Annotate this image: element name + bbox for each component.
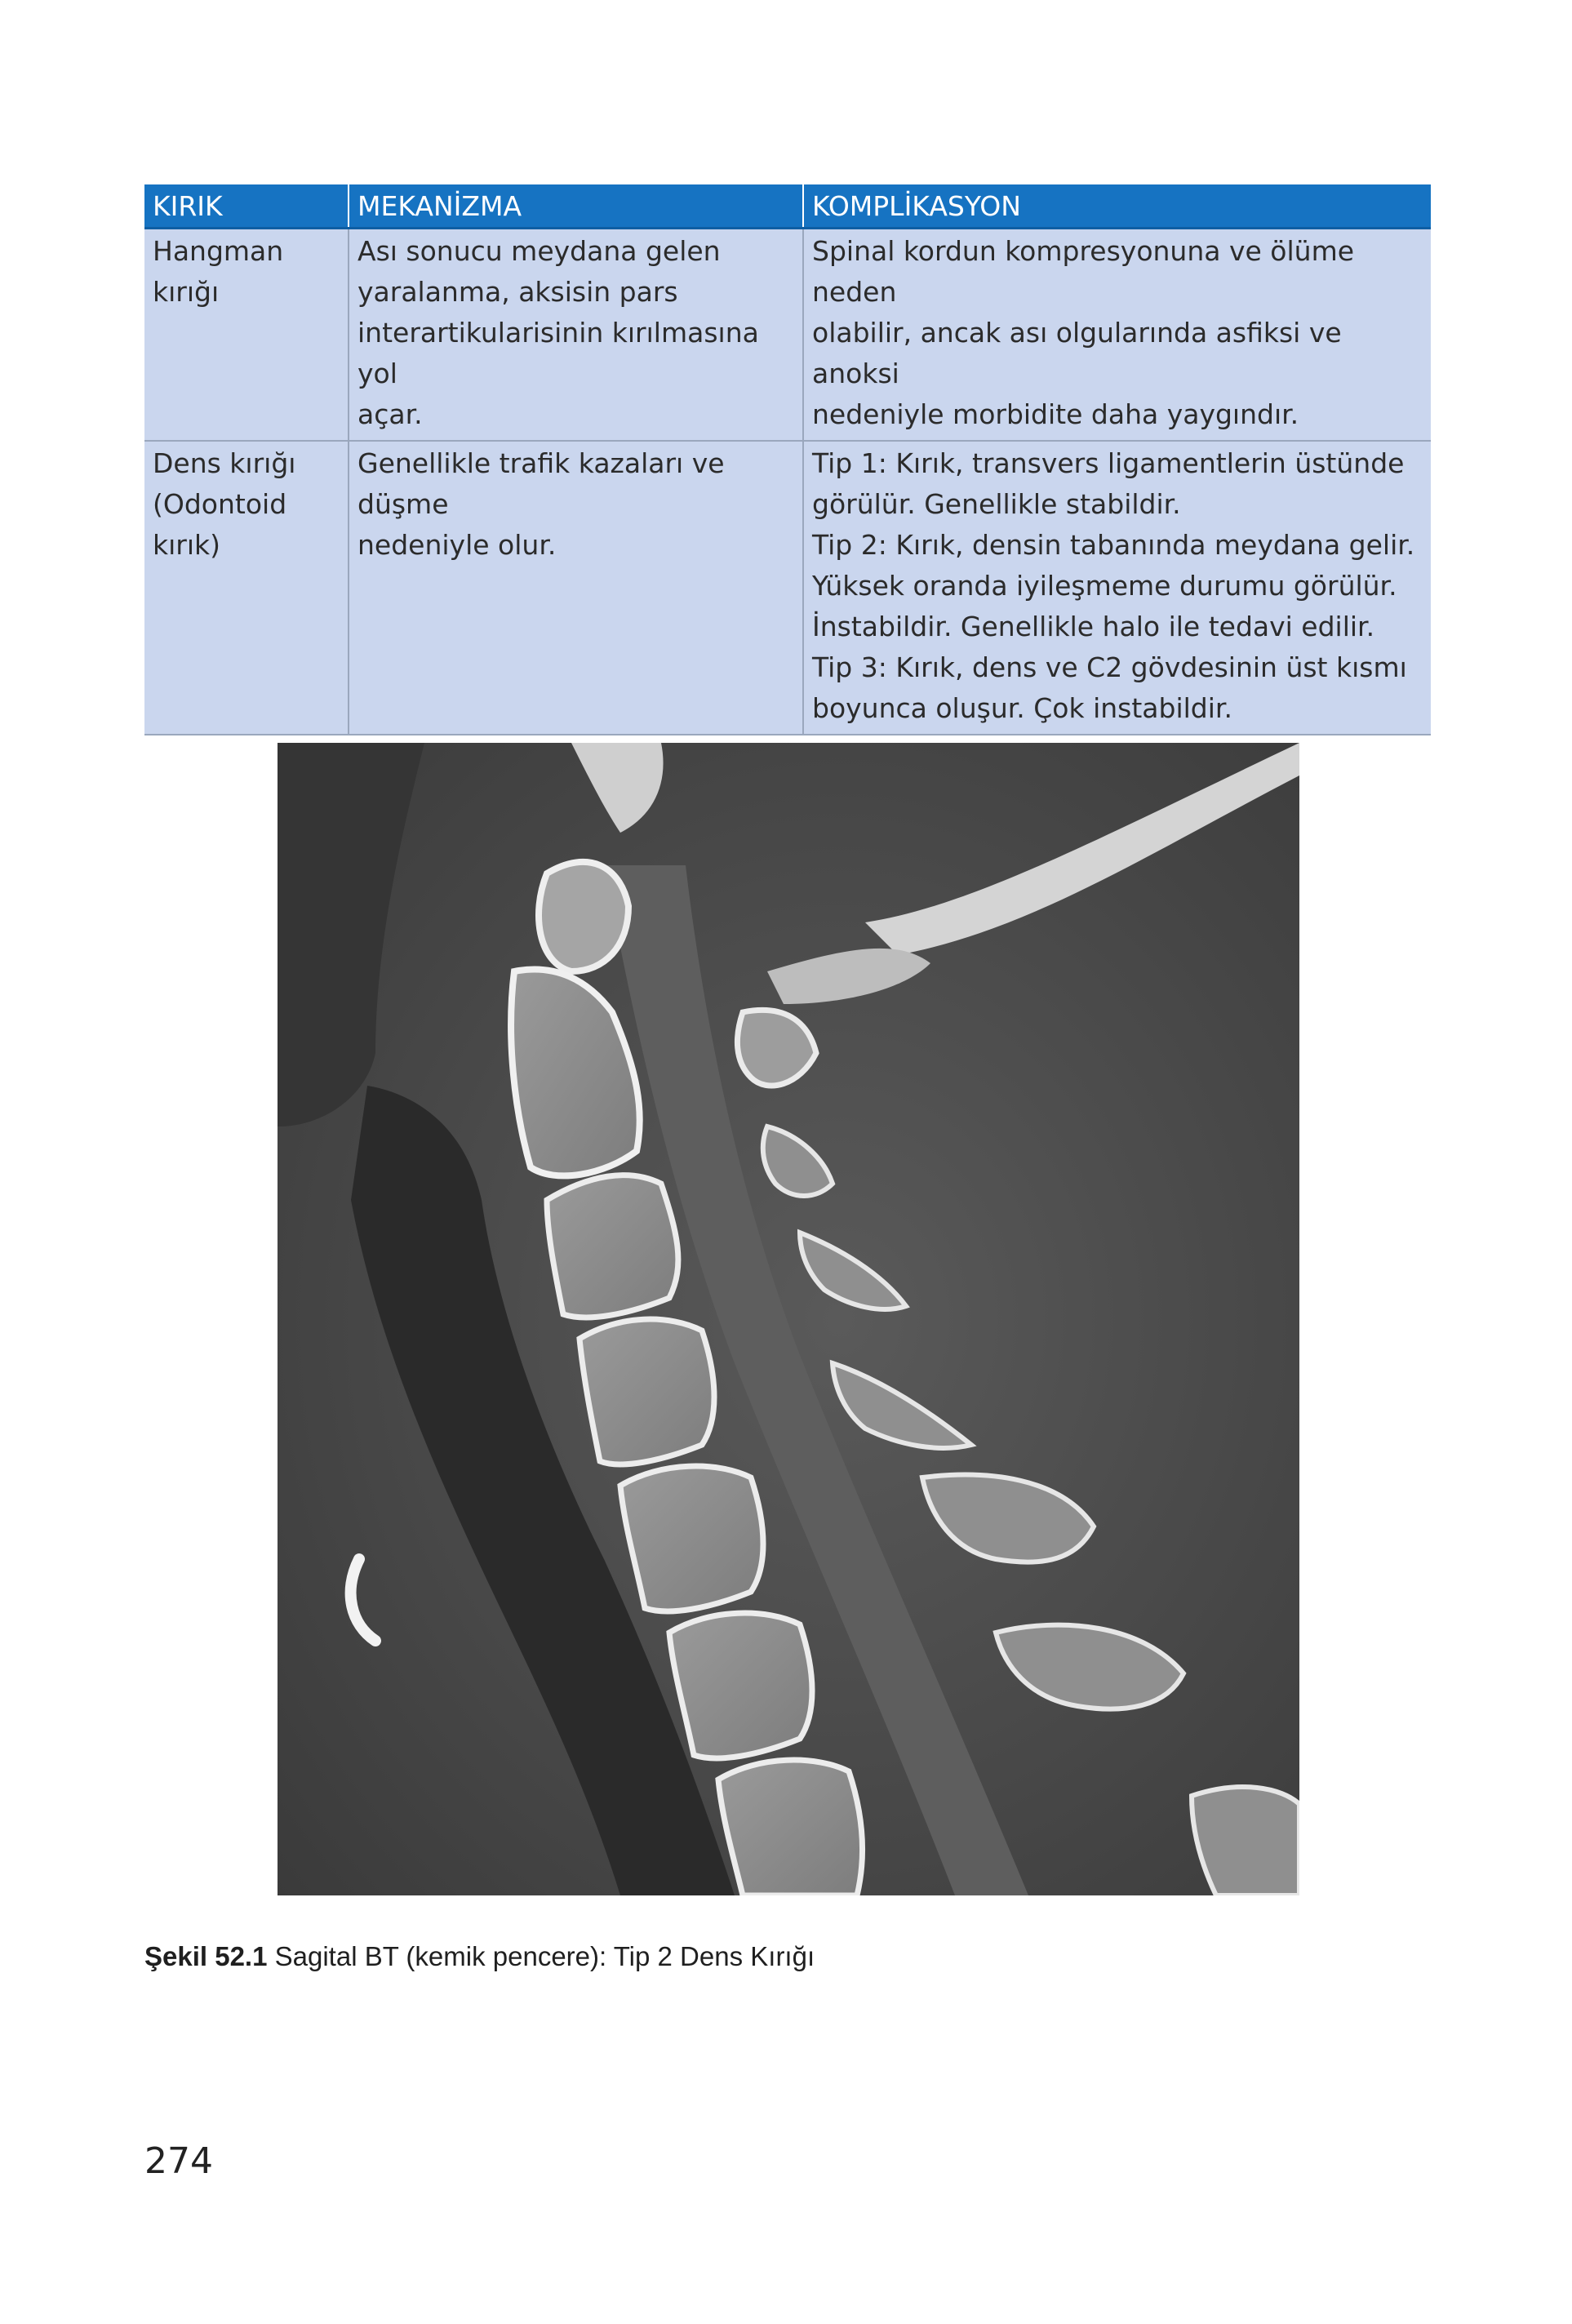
table-row (144, 229, 1431, 442)
cell-mechanism-hangman (349, 229, 803, 442)
cell-fracture-dens (144, 441, 349, 735)
cell-line: olabilir, ancak ası olgularında asfiksi ve anoksi (812, 317, 1351, 389)
figure-caption (144, 1941, 1369, 1972)
page-number: 274 (144, 2140, 213, 2182)
ct-scan-graphic (278, 743, 1299, 1895)
cell-line: yaralanma, aksisin pars (357, 276, 678, 308)
cell-line: Yüksek oranda iyileşmeme durumu görülür. (812, 570, 1397, 602)
cell-line: interartikularisinin kırılmasına yol (357, 317, 768, 389)
cell-line: Ası sonucu meydana gelen (357, 235, 721, 267)
cell-line: açar. (357, 398, 423, 430)
header-complication: KOMPLİKASYON (803, 184, 1431, 229)
cell-line: Genellikle trafik kazaları ve düşme (357, 447, 734, 520)
cell-fracture-hangman (144, 229, 349, 442)
cell-line: Tip 1: Kırık, transvers ligamentlerin üstünde (812, 447, 1405, 479)
header-fracture: KIRIK (144, 184, 349, 229)
table-header-row (144, 184, 1431, 229)
cell-line: İnstabildir. Genellikle halo ile tedavi edilir. (812, 611, 1375, 642)
header-mechanism: MEKANİZMA (349, 184, 803, 229)
cell-line: boyunca oluşur. Çok instabildir. (812, 692, 1232, 724)
cell-line: kırığı (153, 276, 220, 308)
table-row (144, 441, 1431, 735)
cell-line: nedeniyle morbidite daha yaygındır. (812, 398, 1299, 430)
ct-scan-image (278, 743, 1299, 1895)
cell-complication-hangman (803, 229, 1431, 442)
cell-line: Dens kırığı (153, 447, 296, 479)
fracture-table (144, 184, 1431, 735)
cell-line: görülür. Genellikle stabildir. (812, 488, 1181, 520)
cell-complication-dens (803, 441, 1431, 735)
cell-line: Tip 2: Kırık, densin tabanında meydana gelir. (812, 529, 1415, 561)
cell-line: nedeniyle olur. (357, 529, 557, 561)
cell-line: kırık) (153, 529, 220, 561)
cell-line: Spinal kordun kompresyonuna ve ölüme neden (812, 235, 1363, 308)
cell-mechanism-dens (349, 441, 803, 735)
caption-label: Şekil 52.1 (144, 1941, 268, 1971)
cell-line: Hangman (153, 235, 284, 267)
cell-line: Tip 3: Kırık, dens ve C2 gövdesinin üst kısmı (812, 651, 1407, 683)
caption-text: Sagital BT (kemik pencere): Tip 2 Dens Kırığı (267, 1941, 815, 1971)
cell-line: (Odontoid (153, 488, 287, 520)
